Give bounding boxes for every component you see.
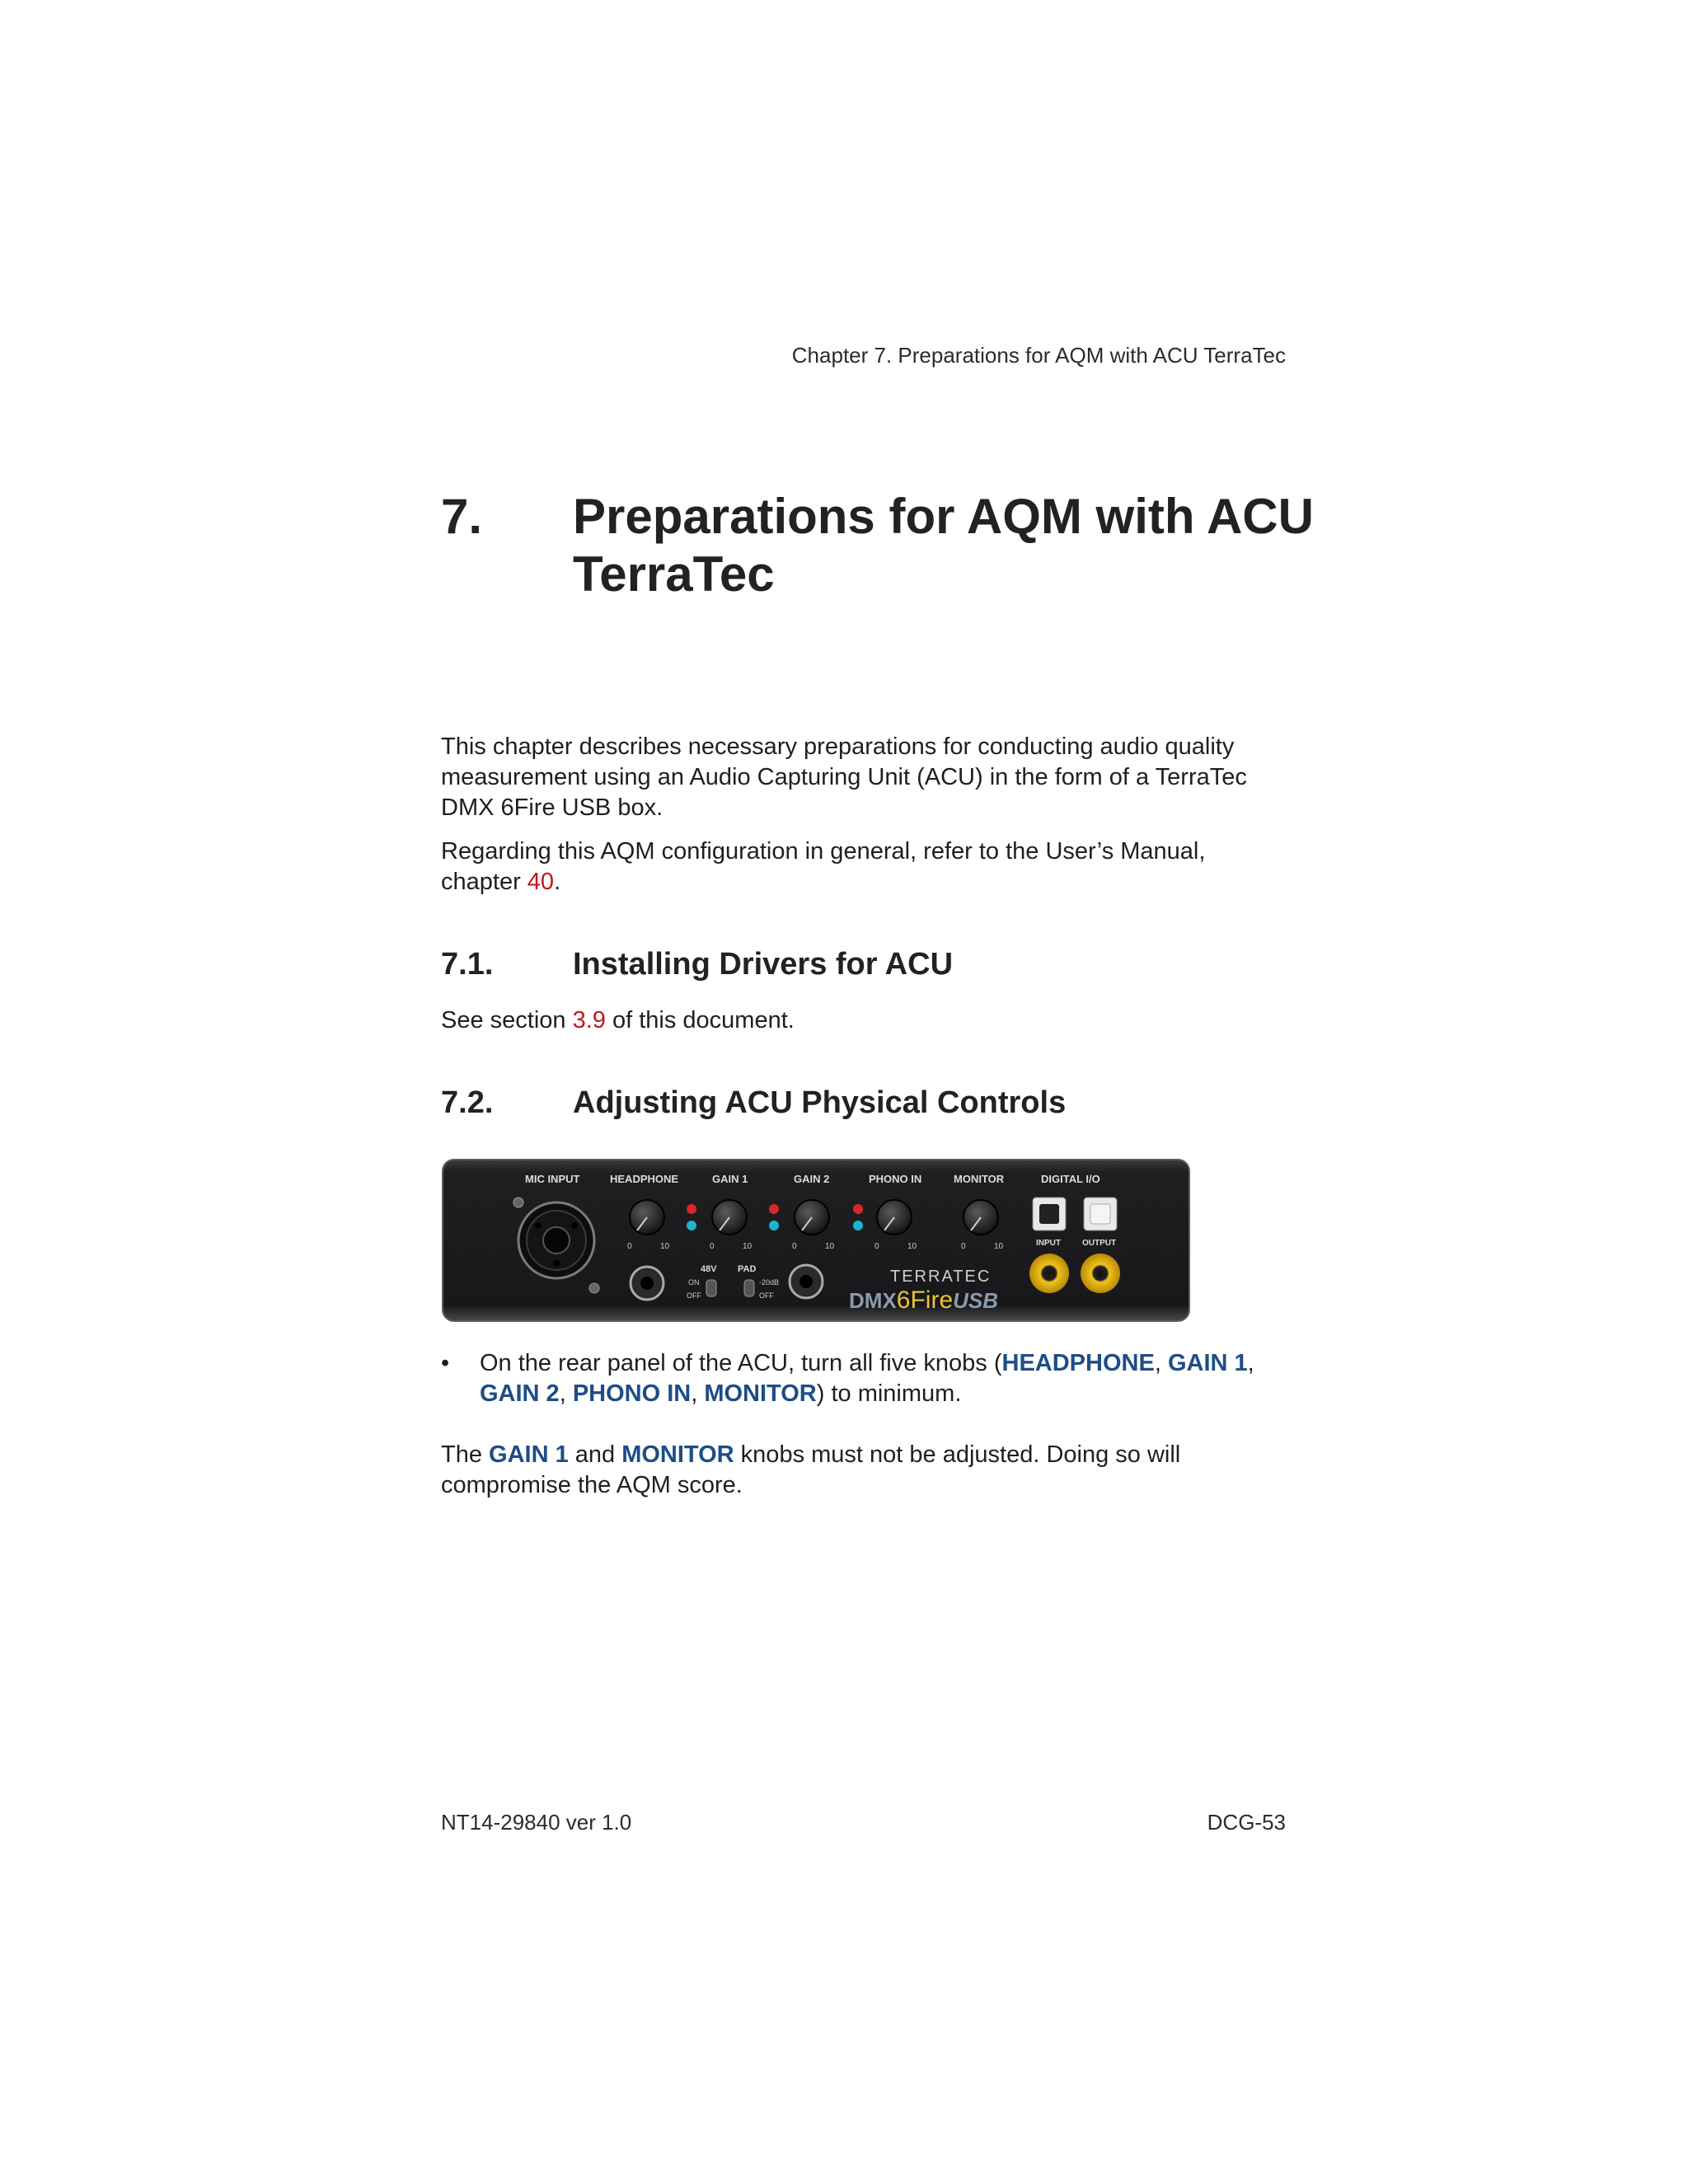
phantom-on-label: ON — [688, 1278, 700, 1286]
brand-logo: TERRATEC — [890, 1268, 992, 1286]
model-dmx: DMX — [849, 1288, 897, 1313]
mic-input-jack — [518, 1202, 594, 1278]
gain1-led-cyan — [687, 1221, 696, 1230]
phono-scale-min: 0 — [874, 1242, 879, 1251]
gain1-led-red — [687, 1204, 696, 1214]
headphone-knob[interactable] — [630, 1200, 664, 1235]
note-kw-gain1: GAIN 1 — [489, 1441, 569, 1468]
sep-1: , — [1154, 1350, 1168, 1376]
coax-input-jack — [1029, 1254, 1069, 1293]
section-3-9-link[interactable]: 3.9 — [572, 1007, 606, 1033]
note-kw-monitor: MONITOR — [621, 1441, 734, 1468]
pad-label: PAD — [738, 1264, 757, 1274]
section-7-1-title: Installing Drivers for ACU — [573, 947, 954, 982]
phantom-off-label: OFF — [687, 1291, 701, 1300]
note-text-1: The — [441, 1441, 490, 1468]
bullet-instruction — [480, 1348, 1304, 1409]
phono-led-cyan — [853, 1221, 863, 1230]
pad-minus20-label: -20dB — [759, 1278, 780, 1286]
kw-phono-in: PHONO IN — [572, 1380, 692, 1407]
sep-4: , — [691, 1380, 705, 1407]
section-7-1-number: 7.1. — [441, 947, 494, 982]
gain2-led-red — [769, 1204, 779, 1214]
running-header: Chapter 7. Preparations for AQM with ACU TerraTec — [791, 343, 1286, 368]
note-text-3: knobs must not be adjusted. Doing so will compromise the AQM score. — [441, 1441, 1181, 1498]
monitor-label: MONITOR — [954, 1173, 1005, 1185]
mic-input-label: MIC INPUT — [525, 1173, 580, 1185]
kw-gain1: GAIN 1 — [1167, 1350, 1248, 1376]
phono-in-label: PHONO IN — [869, 1173, 922, 1185]
screw-bottom — [589, 1283, 599, 1293]
model-usb: USB — [953, 1288, 999, 1313]
chapter-number: 7. — [441, 489, 483, 544]
gain2-knob[interactable] — [795, 1200, 829, 1235]
gain2-led-cyan — [769, 1221, 779, 1230]
headphone-label: HEADPHONE — [610, 1173, 679, 1185]
gain2-jack — [790, 1265, 823, 1298]
kw-gain2: GAIN 2 — [480, 1380, 560, 1407]
phono-scale-max: 10 — [907, 1242, 917, 1251]
headphone-scale-max: 10 — [660, 1242, 670, 1251]
phantom-switch[interactable] — [706, 1280, 716, 1296]
monitor-scale-min: 0 — [961, 1242, 966, 1251]
chapter-40-link[interactable]: 40 — [527, 869, 555, 895]
of-this-document-text: of this document. — [605, 1007, 795, 1033]
chapter-title: Preparations for AQM with ACU TerraTec — [573, 489, 1314, 602]
bullet-text-end: ) to minimum. — [816, 1380, 962, 1407]
bullet-text-start: On the rear panel of the ACU, turn all five knobs ( — [480, 1350, 1002, 1376]
gain1-label: GAIN 1 — [712, 1173, 748, 1185]
warning-note — [441, 1440, 1290, 1501]
see-section-text: See section — [441, 1007, 573, 1033]
coax-output-jack — [1081, 1254, 1120, 1293]
gain2-scale-max: 10 — [825, 1242, 835, 1251]
acu-device-photo — [441, 1158, 1191, 1323]
model-6fire: 6Fire — [896, 1286, 954, 1314]
digital-input-label: INPUT — [1036, 1239, 1061, 1248]
intro-paragraph-1: This chapter describes necessary preparations for conducting audio quality measurement using an Audio Capturing Unit (ACU) in the form of a TerraTec DMX 6Fire USB box. — [441, 733, 1247, 821]
phantom-48v-label: 48V — [701, 1264, 717, 1274]
intro-p2-text: Regarding this AQM configuration in general, refer to the User’s Manual, chapter — [441, 838, 1206, 895]
kw-headphone: HEADPHONE — [1001, 1350, 1155, 1376]
phono-in-knob[interactable] — [877, 1200, 912, 1235]
note-text-2: and — [568, 1441, 622, 1468]
monitor-scale-max: 10 — [994, 1242, 1004, 1251]
footer-doc-id: NT14-29840 ver 1.0 — [441, 1810, 632, 1835]
model-logo — [849, 1286, 998, 1314]
sep-2: , — [1247, 1350, 1254, 1376]
monitor-knob[interactable] — [964, 1200, 998, 1235]
intro-paragraph-2 — [441, 837, 1290, 898]
gain2-label: GAIN 2 — [794, 1173, 830, 1185]
gain1-knob[interactable] — [712, 1200, 747, 1235]
gain1-scale-max: 10 — [743, 1242, 753, 1251]
intro-p2-period: . — [554, 869, 561, 895]
headphone-jack — [631, 1267, 663, 1300]
screw-top — [513, 1197, 523, 1207]
digital-output-label: OUTPUT — [1082, 1239, 1117, 1248]
section-7-2-title: Adjusting ACU Physical Controls — [573, 1085, 1067, 1120]
phono-led-red — [853, 1204, 863, 1214]
section-7-1-body — [441, 1005, 795, 1036]
footer-page-number: DCG-53 — [1207, 1810, 1286, 1835]
kw-monitor: MONITOR — [704, 1380, 817, 1407]
section-7-2-number: 7.2. — [441, 1085, 494, 1120]
intro-text — [441, 732, 1290, 898]
pad-switch[interactable] — [744, 1280, 754, 1296]
digital-io-label: DIGITAL I/O — [1041, 1173, 1100, 1185]
pad-off-label: OFF — [759, 1291, 774, 1300]
sep-3: , — [559, 1380, 573, 1407]
gain2-scale-min: 0 — [792, 1242, 797, 1251]
gain1-scale-min: 0 — [710, 1242, 715, 1251]
headphone-scale-min: 0 — [627, 1242, 632, 1251]
bullet-marker: • — [441, 1350, 450, 1376]
